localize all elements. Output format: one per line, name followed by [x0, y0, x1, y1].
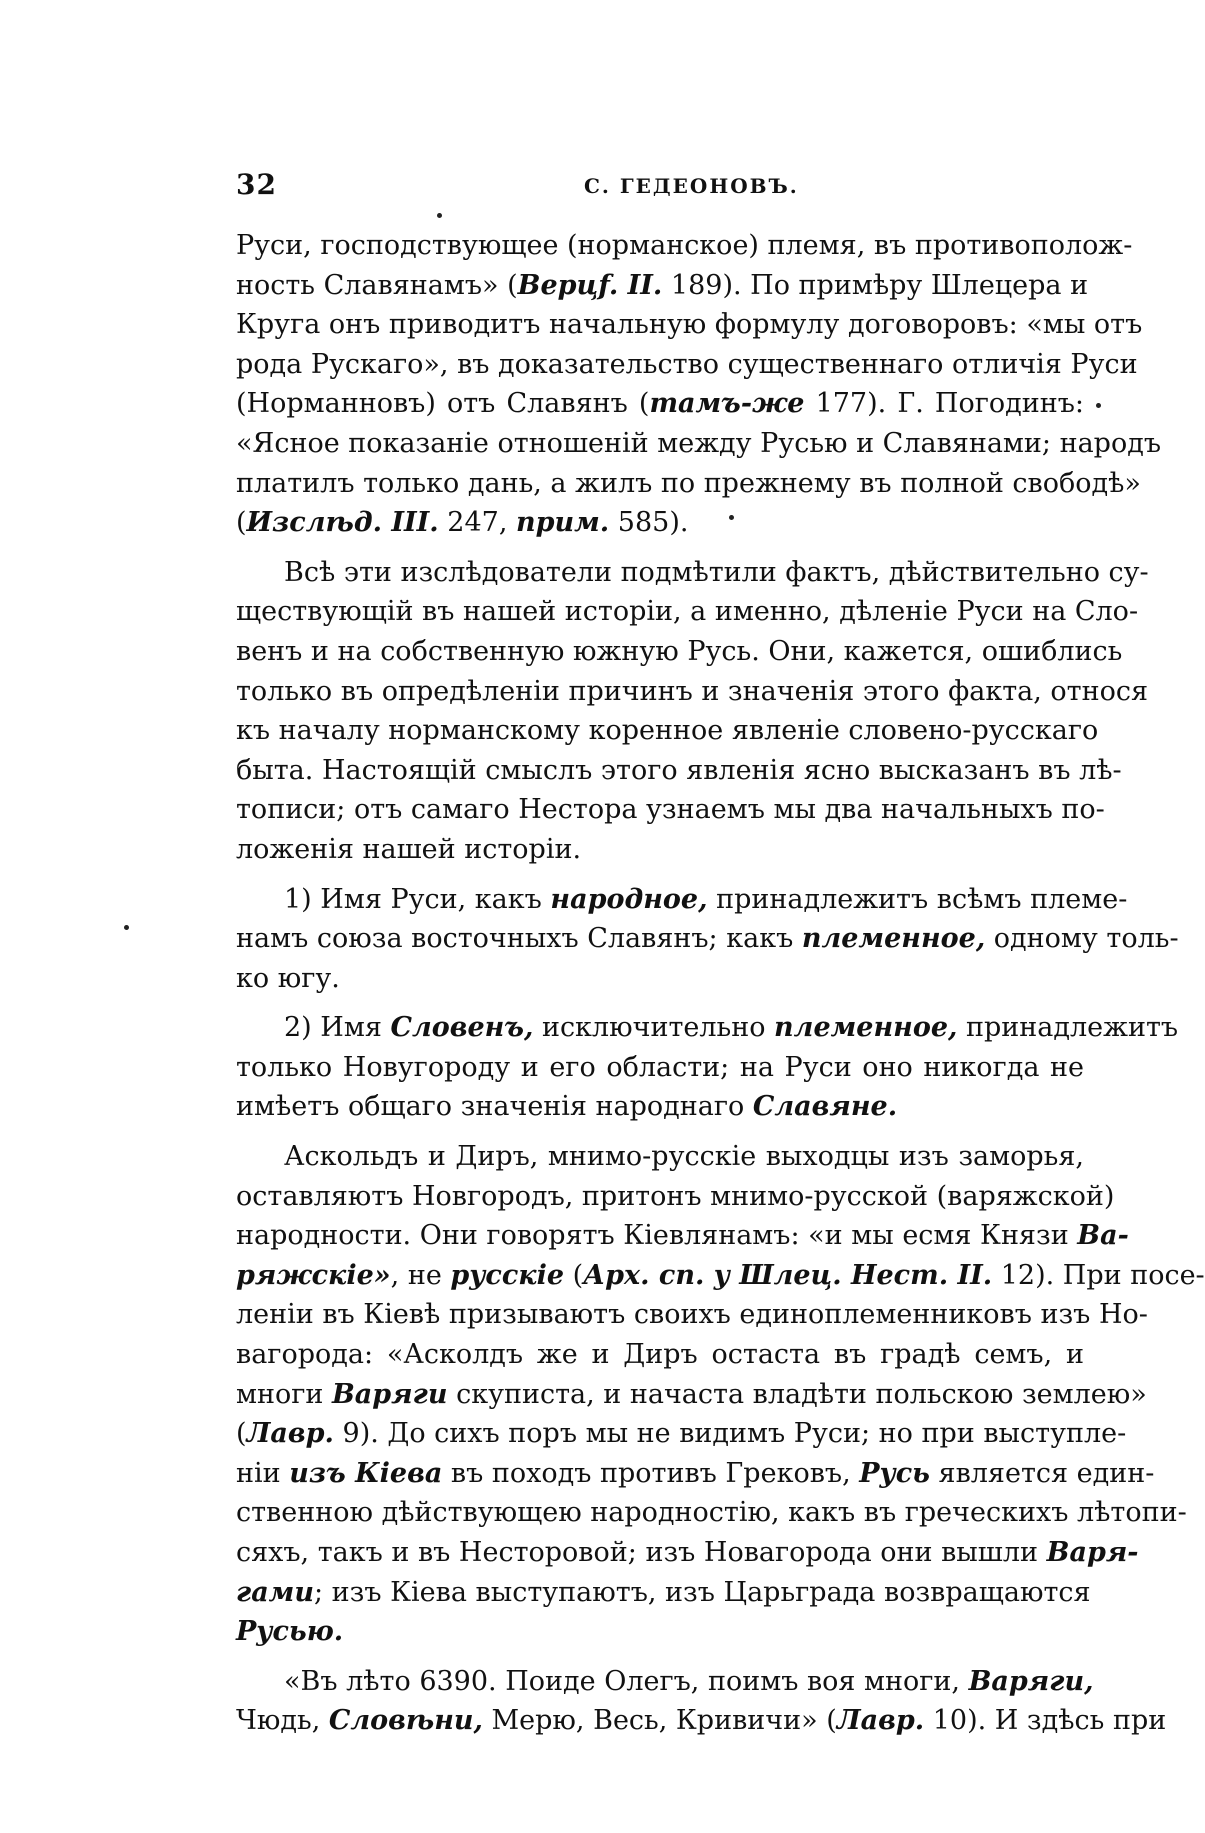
text-run: имѣетъ общаго значенія народнаго — [236, 1091, 753, 1123]
text-run: въ походъ противъ Грековъ, — [442, 1457, 860, 1489]
text-run: намъ союза восточныхъ Славянъ; какъ — [236, 923, 802, 955]
text-run: 2) Имя — [284, 1012, 391, 1044]
italic-text: русскіе — [450, 1259, 565, 1291]
text-run: ко югу. — [236, 962, 340, 994]
text-line — [236, 830, 1084, 870]
italic-text: племенное, — [801, 923, 986, 955]
text-run: ложенія нашей исторіи. — [236, 833, 582, 865]
italic-text: Арх. сп. у Шлец. Нест. II. — [583, 1259, 993, 1291]
text-line — [236, 1662, 1094, 1702]
text-run: скуписта, и начаста владѣти польскою землею» — [447, 1378, 1147, 1410]
text-line — [236, 592, 1139, 632]
text-line — [236, 1087, 1084, 1127]
text-run: ственною дѣйствующею народностію, какъ въ греческихъ лѣтопи- — [236, 1497, 1187, 1529]
text-line — [236, 503, 1084, 543]
text-line — [236, 1048, 1084, 1088]
page-header — [236, 168, 1086, 208]
italic-text: Варяги — [331, 1378, 448, 1410]
italic-text: Лавр. — [246, 1418, 334, 1450]
text-run: Всѣ эти изслѣдователи подмѣтили фактъ, дѣйствительно су- — [284, 556, 1149, 588]
text-run: 10). И здѣсь при — [924, 1705, 1167, 1737]
page-number: 32 — [236, 168, 277, 201]
text-run: Чюдь, — [236, 1705, 329, 1737]
text-line — [236, 672, 1149, 712]
text-line — [236, 1177, 1115, 1217]
text-run: 177). Г. Погодинъ: — [804, 388, 1085, 420]
running-head: С. ГЕДЕОНОВЪ. — [584, 174, 799, 198]
text-run: является един- — [929, 1457, 1155, 1489]
italic-text: гами — [236, 1576, 314, 1608]
text-run: , не — [390, 1259, 451, 1291]
text-line — [236, 464, 1141, 504]
text-run: ніи — [236, 1457, 290, 1489]
text-line — [236, 553, 1149, 593]
scan-speck — [729, 515, 734, 520]
text-run: одному толь- — [985, 923, 1179, 955]
italic-text: Словенъ, — [390, 1012, 534, 1044]
text-run: Круга онъ приводитъ начальную формулу договоровъ: «мы отъ — [236, 309, 1143, 341]
text-line — [236, 1573, 1091, 1613]
text-line — [236, 384, 1084, 424]
text-line — [236, 1295, 1148, 1335]
italic-text: Русь — [859, 1457, 930, 1489]
text-line — [236, 1701, 1167, 1741]
text-line — [236, 305, 1143, 345]
text-run: Руси, господствующее (норманское) племя, въ противополож- — [236, 230, 1133, 261]
italic-text: Ва- — [1077, 1220, 1129, 1252]
text-run: къ началу норманскому коренное явленіе словено-русскаго — [236, 715, 1099, 747]
scan-speck — [1096, 403, 1101, 408]
text-run: только въ опредѣленіи причинъ и значенія этого факта, относя — [236, 675, 1149, 707]
text-line — [236, 1493, 1187, 1533]
text-run: ( — [564, 1259, 584, 1291]
text-run: народности. Они говорятъ Кіевлянамъ: «и мы есмя Князи — [236, 1220, 1078, 1252]
text-line — [236, 1454, 1155, 1494]
text-run: 9). До сихъ поръ мы не видимъ Руси; но при выступле- — [333, 1418, 1127, 1450]
text-run: (Норманновъ) отъ Славянъ ( — [236, 388, 650, 420]
text-run: сяхъ, такъ и въ Несторовой; изъ Новагорода они вышли — [236, 1537, 1047, 1568]
text-run: 585). — [609, 507, 689, 539]
text-run: только Новугороду и его области; на Руси оно никогда не — [236, 1051, 1084, 1083]
text-line — [236, 345, 1138, 385]
text-run: быта. Настоящій смыслъ этого явленія ясно высказанъ въ лѣ- — [236, 754, 1122, 786]
italic-text: ряжскіе» — [236, 1259, 391, 1291]
text-run: 247, — [438, 507, 516, 539]
italic-text: племенное, — [774, 1012, 958, 1044]
scan-speck — [437, 213, 442, 218]
text-run: многи — [236, 1378, 332, 1410]
text-run: 12). При посе- — [992, 1259, 1205, 1291]
text-line — [236, 880, 1128, 920]
text-run: леніи въ Кіевѣ призываютъ своихъ единоплеменниковъ изъ Но- — [236, 1299, 1148, 1331]
text-run: принадлежитъ всѣмъ племе- — [707, 883, 1128, 915]
text-run: ( — [236, 507, 247, 539]
text-line — [236, 1137, 1084, 1177]
text-line — [236, 1256, 1205, 1296]
text-line — [236, 226, 1133, 266]
body-text — [236, 226, 1205, 1741]
text-run: оставляютъ Новгородъ, притонъ мнимо-русской (варяжской) — [236, 1180, 1115, 1212]
text-line — [236, 711, 1099, 751]
text-run: Аскольдъ и Диръ, мнимо-русскіе выходцы изъ заморья, — [284, 1141, 1084, 1173]
text-line — [236, 919, 1179, 959]
text-line — [236, 1335, 1084, 1375]
italic-text: прим. — [516, 507, 610, 539]
italic-text: Славяне. — [752, 1091, 898, 1123]
text-run: венъ и на собственную южную Русь. Они, кажется, ошиблись — [236, 635, 1123, 667]
text-run: тописи; отъ самаго Нестора узнаемъ мы два начальныхъ по- — [236, 794, 1105, 826]
text-line — [236, 1216, 1129, 1256]
italic-text: Варя- — [1046, 1537, 1139, 1568]
text-run: принадлежитъ — [957, 1012, 1179, 1044]
scan-speck — [124, 925, 129, 930]
text-run: ществующій въ нашей исторіи, а именно, дѣленіе Руси на Сло- — [236, 596, 1139, 628]
text-run: ( — [236, 1418, 247, 1450]
text-line — [236, 1008, 1179, 1048]
italic-text: изъ Кіева — [289, 1457, 443, 1489]
text-run: 1) Имя Руси, какъ — [284, 883, 551, 915]
italic-text: Верцf. II. — [517, 269, 663, 301]
text-run: «Въ лѣто 6390. Поиде Олегъ, поимъ воя многи, — [284, 1665, 969, 1697]
italic-text: Варяги, — [968, 1665, 1094, 1697]
text-run: исключительно — [533, 1012, 775, 1044]
text-line — [236, 1375, 1147, 1415]
text-line — [236, 266, 1089, 306]
text-run: ность Славянамъ» ( — [236, 269, 518, 301]
text-run: вагорода: «Асколдъ же и Диръ остаста въ градѣ семъ, и — [236, 1339, 1084, 1371]
text-run: 189). По примѣру Шлецера и — [662, 269, 1089, 301]
text-line — [236, 751, 1122, 791]
text-run: платилъ только дань, а жилъ по прежнему въ полной свободѣ» — [236, 467, 1141, 499]
text-run: рода Рускаго», въ доказательство существеннаго отличія Руси — [236, 348, 1138, 380]
italic-text: Лавр. — [836, 1705, 925, 1737]
italic-text: тамъ-же — [649, 388, 805, 420]
italic-text: народное, — [550, 883, 708, 915]
italic-text: Изслѣд. III. — [246, 507, 439, 539]
text-line — [236, 1612, 1084, 1652]
text-line — [236, 632, 1123, 672]
italic-text: Словѣни, — [328, 1705, 483, 1737]
text-line — [236, 1533, 1139, 1573]
text-line — [236, 1414, 1127, 1454]
text-line — [236, 959, 1084, 999]
text-line — [236, 424, 1162, 464]
italic-text: Русью. — [236, 1616, 344, 1648]
text-line — [236, 790, 1105, 830]
text-run: «Ясное показаніе отношеній между Русью и Славянами; народъ — [236, 427, 1162, 459]
text-run: ; изъ Кіева выступаютъ, изъ Царьграда возвращаются — [313, 1576, 1091, 1608]
text-run: Мерю, Весь, Кривичи» ( — [482, 1705, 837, 1737]
